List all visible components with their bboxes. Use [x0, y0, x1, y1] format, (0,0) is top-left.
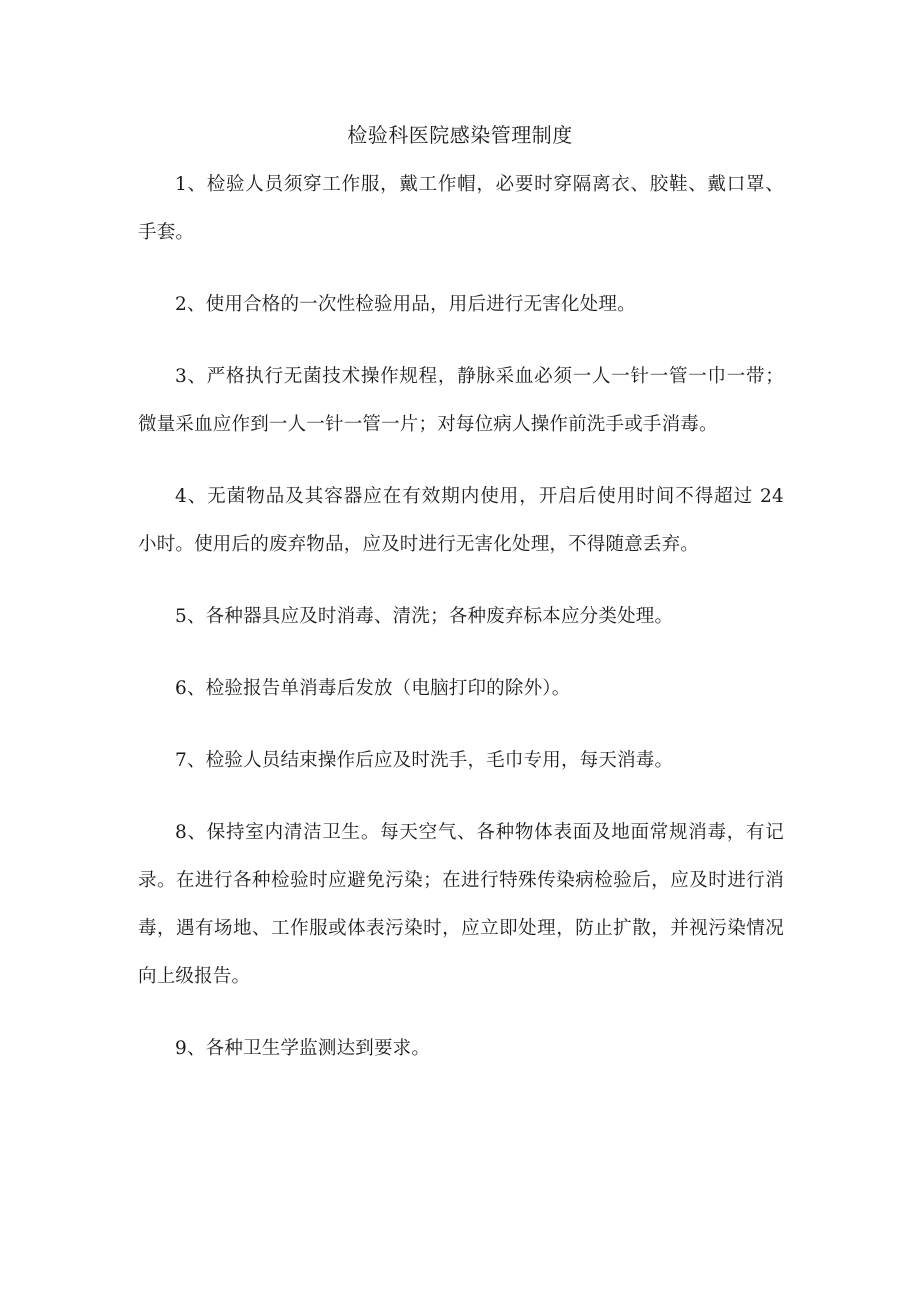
rule-paragraph-2: 2、使用合格的一次性检验用品，用后进行无害化处理。 [175, 294, 636, 315]
rule-paragraph-1: 1、检验人员须穿工作服，戴工作帽，必要时穿隔离衣、胶鞋、戴口罩、手套。 [138, 174, 784, 243]
document-body [138, 161, 784, 1097]
rule-paragraph-4: 4、无菌物品及其容器应在有效期内使用，开启后使用时间不得超过 24 小时。使用后的废弃物品，应及时进行无害化处理，不得随意丢弃。 [138, 486, 784, 555]
document-title: 检验科医院感染管理制度 [347, 123, 573, 147]
rule-paragraph-3: 3、严格执行无菌技术操作规程，静脉采血必须一人一针一管一巾一带；微量采血应作到一人一针一管一片；对每位病人操作前洗手或手消毒。 [138, 366, 784, 435]
rule-paragraph-6: 6、检验报告单消毒后发放（电脑打印的除外）。 [175, 678, 571, 699]
rule-paragraph-7: 7、检验人员结束操作后应及时洗手，毛巾专用，每天消毒。 [175, 750, 674, 771]
rule-paragraph-5: 5、各种器具应及时消毒、清洗；各种废弃标本应分类处理。 [175, 606, 674, 627]
rule-paragraph-9: 9、各种卫生学监测达到要求。 [175, 1038, 431, 1059]
rule-paragraph-8: 8、保持室内清洁卫生。每天空气、各种物体表面及地面常规消毒，有记录。在进行各种检验时应避免污染；在进行特殊传染病检验后，应及时进行消毒，遇有场地、工作服或体表污染时，应立即处理，防止扩散，并视污染情况向上级报告。 [138, 822, 784, 987]
